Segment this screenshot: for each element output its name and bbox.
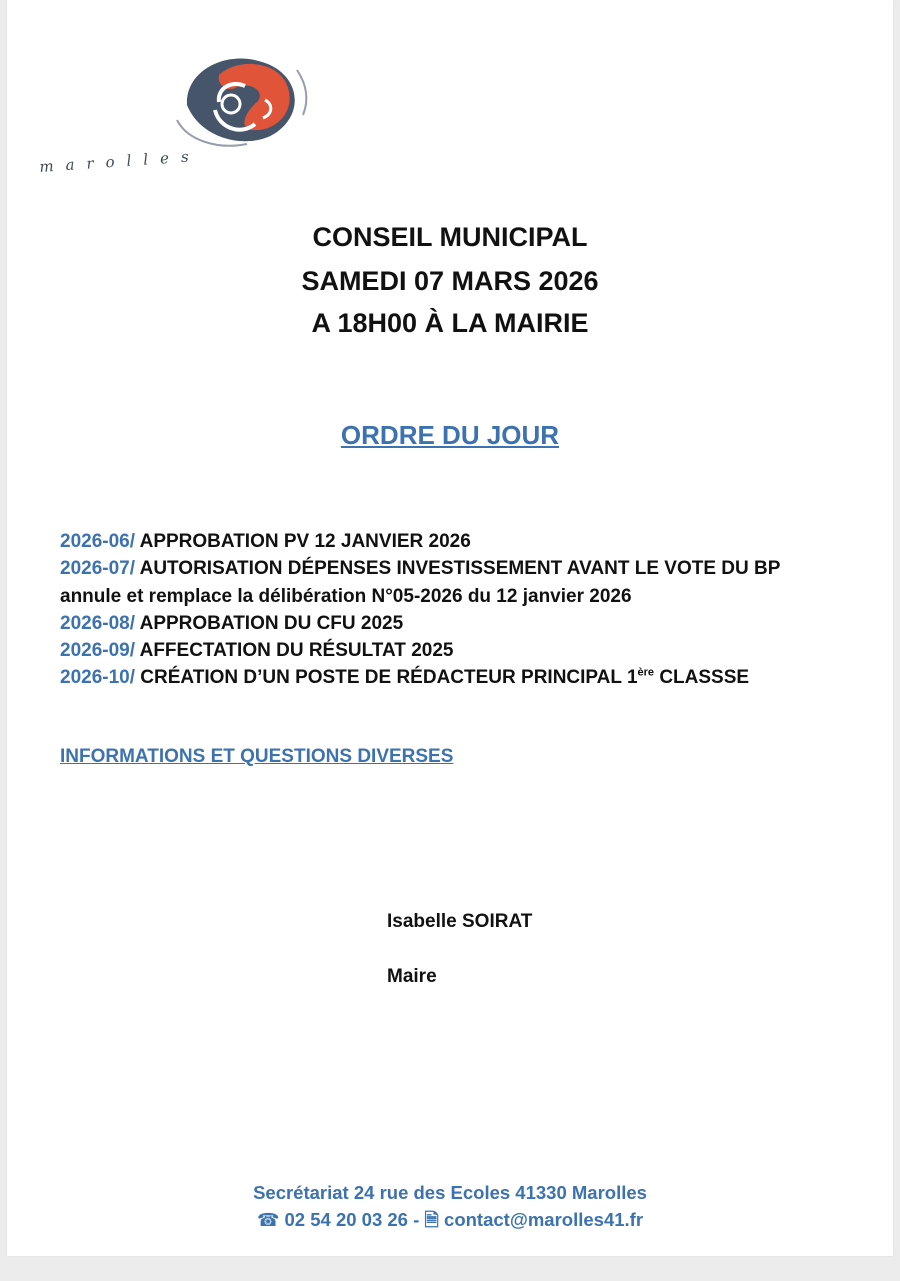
- logo-wordmark: marolles: [38, 146, 202, 176]
- phone-icon: ☎: [256, 1210, 280, 1230]
- footer-phone: 02 54 20 03 26 -: [284, 1209, 420, 1230]
- agenda-item-text: AFFECTATION DU RÉSULTAT 2025: [139, 640, 454, 662]
- agenda-item-number: 2026-10/: [60, 667, 136, 689]
- footer-email[interactable]: contact@marolles41.fr: [444, 1209, 644, 1230]
- informations-heading: INFORMATIONS ET QUESTIONS DIVERSES: [60, 746, 454, 767]
- agenda-item-text: APPROBATION DU CFU 2025: [139, 612, 404, 634]
- agenda-item-number: 2026-09/: [60, 640, 136, 662]
- agenda-title: ORDRE DU JOUR: [340, 420, 560, 450]
- agenda-item: [60, 610, 780, 637]
- footer-contact: [7, 1208, 893, 1238]
- meeting-title: CONSEIL MUNICIPAL: [312, 222, 588, 252]
- agenda-item-number: 2026-07/: [60, 558, 136, 580]
- signatory-name: Isabelle SOIRAT: [387, 911, 533, 932]
- agenda-item-note: annule et remplace la délibération N°05-2026 du 12 janvier 2026: [60, 585, 632, 607]
- signatory-role: Maire: [387, 966, 437, 987]
- agenda-item-number: 2026-06/: [60, 531, 136, 552]
- agenda-item: [60, 555, 780, 582]
- document-icon: 🗎: [424, 1210, 439, 1230]
- agenda-item-text: AUTORISATION DÉPENSES INVESTISSEMENT AVANT LE VOTE DU BP: [139, 558, 781, 580]
- document-page: [7, 0, 893, 1256]
- meeting-date: SAMEDI 07 MARS 2026: [301, 266, 599, 296]
- agenda-item-text: APPROBATION PV 12 JANVIER 2026: [139, 531, 471, 552]
- agenda-item: [60, 637, 780, 664]
- agenda-item-number: 2026-08/: [60, 612, 136, 634]
- ordinal-superscript: ère: [637, 667, 655, 680]
- marolles-logo: [157, 40, 317, 160]
- agenda-item: [60, 528, 780, 555]
- agenda-list: [60, 528, 780, 692]
- agenda-item: [60, 664, 780, 691]
- footer-address: Secrétariat 24 rue des Ecoles 41330 Marolles: [253, 1182, 647, 1203]
- agenda-item-text: CRÉATION D’UN POSTE DE RÉDACTEUR PRINCIPAL 1ère CLASSSE: [140, 667, 750, 689]
- meeting-time-place: A 18H00 À LA MAIRIE: [311, 308, 589, 338]
